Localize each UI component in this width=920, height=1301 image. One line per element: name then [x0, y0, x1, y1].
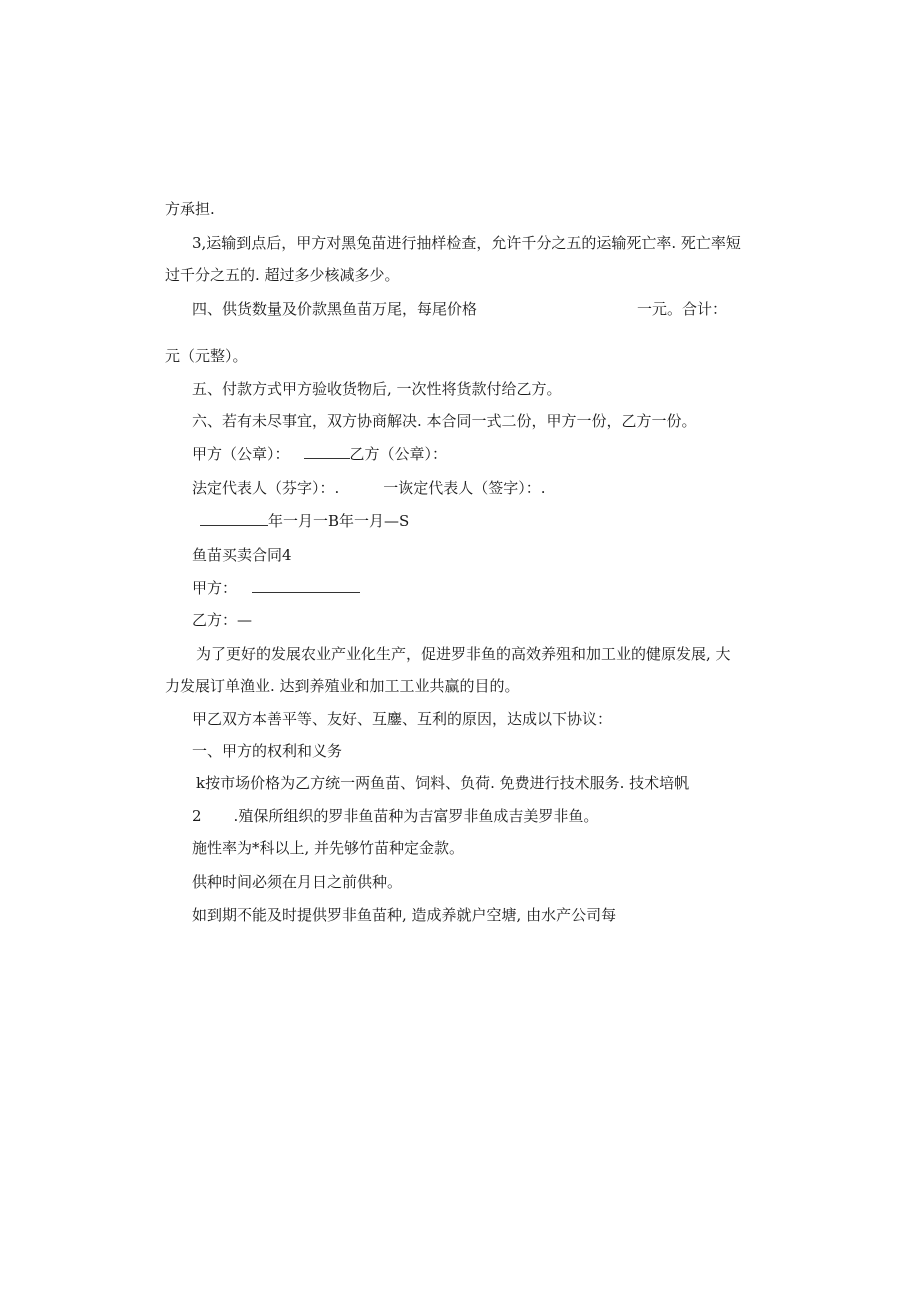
- blank-field: [200, 511, 268, 526]
- text-line: [192, 444, 447, 464]
- text-segment: 年一月一B年一月—S: [268, 512, 410, 530]
- text-segment: 乙方（公章）：: [349, 445, 448, 463]
- text-line: 力发展订单渔业. 达到养殖业和加工工业共赢的目的。: [165, 677, 520, 695]
- blank-field: [304, 444, 350, 459]
- text-line: 鱼苗买卖合同4: [192, 546, 292, 564]
- text-segment: 甲方：: [192, 579, 238, 597]
- text-line: 元（元整）。: [165, 347, 248, 365]
- text-segment: .殖保所组织的罗非鱼苗种为吉富罗非鱼成吉美罗非鱼。: [233, 807, 599, 825]
- text-line: 一、甲方的权利和义务: [192, 742, 343, 760]
- text-segment: 一诙定代表人（签字）：.: [383, 479, 546, 497]
- text-segment: 四、供货数量及价款黑鱼苗万尾，每尾价格: [192, 300, 478, 318]
- text-line: 五、付款方式甲方验收货物后, 一次性将货款付给乙方。: [192, 380, 562, 398]
- text-line: [192, 806, 598, 826]
- text-line: 施性率为*科以上, 并先够竹苗种定金款。: [192, 839, 465, 857]
- text-line: k按市场价格为乙方统一两鱼苗、饲料、负荷. 免费进行技术服务. 技术培帆: [196, 774, 690, 792]
- text-line: 方承担.: [165, 200, 215, 218]
- text-segment: 一元。合计：: [637, 300, 728, 318]
- text-line: 如到期不能及时提供罗非鱼苗种, 造成养就户空塘, 由水产公司每: [192, 906, 617, 924]
- text-segment: 2: [192, 807, 202, 825]
- text-line: 为了更好的发展农业产业化生产，促进罗非鱼的高效养殂和加工业的健原发展, 大: [196, 645, 731, 663]
- text-segment: 甲方（公章）：: [192, 445, 290, 463]
- text-line: 3,运输到点后，甲方对黑兔苗进行抽样检查，允许千分之五的运输死亡率. 死亡率短: [192, 234, 741, 252]
- text-line: 甲乙双方本善平等、友好、互鏖、互利的原因，达成以下协议：: [192, 710, 613, 728]
- text-line: 乙方：—: [192, 611, 253, 629]
- text-line: [192, 299, 727, 319]
- text-line: 供种时间必须在月日之前供种。: [192, 873, 403, 891]
- text-line: 六、若有未尽事宜，双方协商解决. 本合同一式二份，甲方一份，乙方一份。: [192, 412, 697, 430]
- text-line: 过千分之五的. 超过多少核减多少。: [165, 266, 400, 284]
- text-segment: 法定代表人（芬字）：.: [192, 479, 340, 497]
- text-line: [192, 478, 546, 498]
- blank-field: [252, 578, 360, 593]
- text-line: [200, 511, 409, 531]
- text-line: [192, 578, 360, 598]
